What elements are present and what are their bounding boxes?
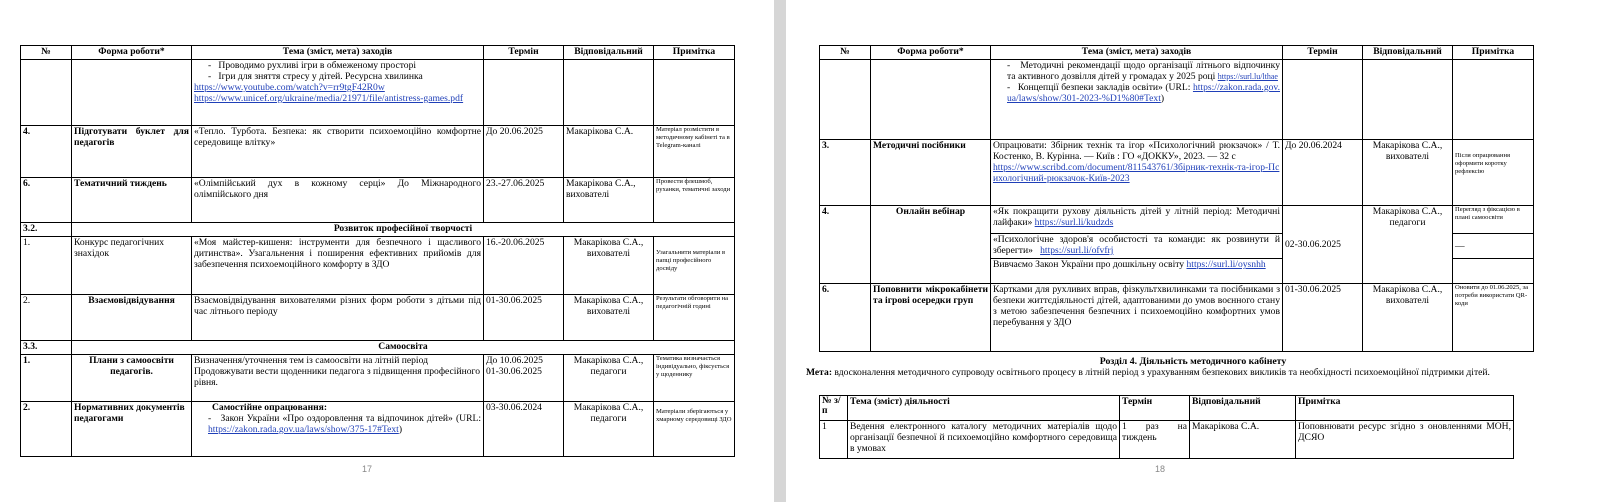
- note-cell: Матеріал розмістити в методичному кабінеті та в Telegram-каналі: [654, 126, 735, 178]
- note-cell: Матеріали зберігаються у хмарному середовищі ЗДО: [654, 402, 735, 457]
- note-cell: Оновити до 01.06.2025, за потреби використати QR-коди: [1453, 284, 1534, 352]
- goal-label: Мета:: [806, 367, 833, 378]
- header-responsible: Відповідальний: [1190, 396, 1296, 421]
- table-row: [21, 355, 735, 402]
- row-num: 2.: [21, 295, 72, 341]
- table-row: [820, 284, 1534, 352]
- list-item: - Методичні рекомендації щодо організації літнього відпочинку та активного дозвілля дітей у громадах у 2025 році https://surl.lu/lthae: [993, 60, 1280, 82]
- responsible-cell: Макарікова С.А., вихователі: [564, 295, 654, 341]
- responsible-cell: Макарікова С.А., вихователі: [564, 237, 654, 295]
- header-responsible: Відповідальний: [564, 46, 654, 60]
- row-num: 1.: [21, 355, 72, 402]
- topic-cell: «Олімпійський дух в кожному серці» До Міжнародного олімпійського дня: [192, 178, 484, 223]
- form-cell: Поповнити мікрокабінети та ігрові осередки груп: [871, 284, 991, 352]
- header-num: № з/п: [820, 396, 848, 421]
- list-item: - Закон України «Про оздоровлення та відпочинок дітей» (URL: https://zakon.rada.gov.ua/laws/show/375-17#Text): [194, 413, 481, 435]
- topic-cell: Опрацювати: Збірник технік та ігор «Психологічний рюкзачок» / Т. Костенко, В. Курінна. — Київ : ГО «ДОККУ», 2023. — 32 с https://www.scribd.com/document/811543761/Збірник-технік-та-ігор-Психологічний-рюкзачок-Київ-2023: [991, 140, 1283, 206]
- header-topic: Тема (зміст, мета) заходів: [192, 46, 484, 60]
- plan-table-left: [20, 45, 735, 457]
- table-row: [820, 206, 1534, 234]
- topic-cell: Ведення електронного каталогу методичних матеріалів щодо організації безпечної й психоемоційно комфортного середовища в умовах: [848, 421, 1120, 459]
- form-cell: Тематичний тиждень: [72, 178, 192, 223]
- header-num: №: [820, 46, 871, 60]
- term-cell: [484, 355, 564, 402]
- page-number: 17: [362, 464, 373, 474]
- list-item: - Ігри для зняття стресу у дітей. Ресурсна хвилинка: [194, 71, 481, 82]
- topic-cell: Взаємовідвідування вихователями різних форм роботи з дітьми під час літнього періоду: [192, 295, 484, 341]
- responsible-cell: Макарікова С.А., вихователі: [1363, 284, 1453, 352]
- link-surl-ofvfrj[interactable]: https://surl.li/ofvfrj: [1040, 245, 1114, 256]
- form-cell: Конкурс педагогічних знахідок: [72, 237, 192, 295]
- section-title: Самоосвіта: [72, 341, 735, 355]
- topic-cell: «Моя майстер-кишеня: інструменти для безпечного і щасливого дитинства». Узагальнення і поширення ефективних прийомів для забезпечення психоемоційного комфорту в ЗДО: [192, 237, 484, 295]
- row-num: 1: [820, 421, 848, 459]
- row-num: 6.: [21, 178, 72, 223]
- form-cell: Онлайн вебінар: [871, 206, 991, 284]
- section-num: 3.3.: [21, 341, 72, 355]
- form-cell: Плани з самоосвіти педагогів.: [72, 355, 192, 402]
- topic-cell: «Тепло. Турбота. Безпека: як створити психоемоційно комфортне середовище влітку»: [192, 126, 484, 178]
- row-num: 2.: [21, 402, 72, 457]
- section-row: [21, 341, 735, 355]
- header-note: Примітка: [1296, 396, 1514, 421]
- page-number: 18: [1155, 464, 1166, 474]
- row-num: 6.: [820, 284, 871, 352]
- header-note: Примітка: [654, 46, 735, 60]
- link-youtube[interactable]: https://www.youtube.com/watch?v=rr9tgF42R0w: [194, 82, 385, 93]
- table-row: [21, 60, 735, 126]
- list-item: - Проводимо рухливі ігри в обмеженому просторі: [194, 60, 481, 71]
- responsible-cell: Макарікова С.А., вихователі: [1363, 140, 1453, 206]
- note-cell: Узагальнити матеріали в папці професійного досвіду: [654, 237, 735, 295]
- link-surl-oysnhh[interactable]: https://surl.li/oysnhh: [1186, 259, 1266, 270]
- term-cell: 02-30.06.2025: [1283, 206, 1363, 284]
- form-cell: Нормативних документів педагогами: [72, 402, 192, 457]
- methodical-table: [819, 395, 1514, 459]
- topic-cell: Вивчаємо Закон України про дошкільну освіту https://surl.li/oysnhh: [991, 259, 1283, 284]
- note-cell: Провести флешмоб, руханки, тематичні заходи: [654, 178, 735, 223]
- table-row: [21, 402, 735, 457]
- note-cell: Результати обговорити на педагогічній годині: [654, 295, 735, 341]
- term-cell: 16.-20.06.2025: [484, 237, 564, 295]
- table-row: [21, 178, 735, 223]
- link-surl-kudzds[interactable]: https://surl.li/kudzds: [1034, 217, 1114, 228]
- form-cell: Методичні посібники: [871, 140, 991, 206]
- header-note: Примітка: [1453, 46, 1534, 60]
- section-row: [21, 223, 735, 237]
- row-num: 4.: [21, 126, 72, 178]
- term-cell: 01-30.06.2025: [1283, 284, 1363, 352]
- link-zakon-301[interactable]: https://zakon.rada.gov.ua/laws/show/301-2023-%D1%80#Text: [1007, 82, 1280, 104]
- note-cell: Тематика визначається індивідуально, фіксується у щоденнику: [654, 355, 735, 402]
- topic-subtitle: Самостійне опрацювання:: [212, 402, 328, 413]
- link-scribd[interactable]: https://www.scribd.com/document/811543761/Збірник-технік-та-ігор-Психологічний-рюкзачок-Київ-2023: [993, 162, 1280, 184]
- topic-cell: «Психологічне здоров'я особистості та команди: як розвинути й зберегти» https://surl.li/ofvfrj: [991, 234, 1283, 259]
- note-cell: Перегляд з фіксацією в плані самоосвіти: [1453, 206, 1534, 234]
- responsible-cell: Макарікова С.А.: [564, 126, 654, 178]
- responsible-cell: Макарікова С.А., педагоги: [564, 402, 654, 457]
- topic-cell: [991, 60, 1283, 140]
- note-cell: Після опрацювання оформити коротку рефлексію: [1453, 140, 1534, 206]
- header-num: №: [21, 46, 72, 60]
- section-4-title: Розділ 4. Діяльність методичного кабінету: [1099, 356, 1287, 367]
- term-cell: 03-30.06.2024: [484, 402, 564, 457]
- responsible-cell: Макарікова С.А., вихователі: [564, 178, 654, 223]
- header-term: Термін: [484, 46, 564, 60]
- term-cell: 23.-27.06.2025: [484, 178, 564, 223]
- topic-cell: «Як покращити рухову діяльність дітей у літній період: Методичні лайфаки» https://surl.li/kudzds: [991, 206, 1283, 234]
- topic-cell: Картками для рухливих вправ, фізкультхвилинками та посібниками з безпеки життєдіяльності дітей, адаптованими до умов воєнного стану з метою забезпечення безпечних і психоемоційно комфортних умов перебування у ЗДО: [991, 284, 1283, 352]
- plan-table-right: [819, 45, 1534, 352]
- table-row: [820, 140, 1534, 206]
- term-line: До 10.06.2025: [486, 355, 543, 366]
- term-cell: 1 раз на тиждень: [1120, 421, 1190, 459]
- row-num: 3.: [820, 140, 871, 206]
- note-cell: —: [1453, 234, 1534, 259]
- table-row: [21, 295, 735, 341]
- header-form: Форма роботи*: [871, 46, 991, 60]
- table-row: [21, 237, 735, 295]
- page-gutter: [774, 0, 786, 502]
- term-cell: До 20.06.2024: [1283, 140, 1363, 206]
- document-page-18[interactable]: [786, 0, 1600, 502]
- section-title: Розвиток професійної творчості: [72, 223, 735, 237]
- section-4-goal: [806, 367, 1554, 378]
- header-topic: Тема (зміст, мета) заходів: [991, 46, 1283, 60]
- form-cell: Взаємовідвідування: [72, 295, 192, 341]
- header-form: Форма роботи*: [72, 46, 192, 60]
- row-num: 4.: [820, 206, 871, 284]
- term-line: 01-30.06.2025: [486, 366, 542, 377]
- link-unicef[interactable]: https://www.unicef.org/ukraine/media/21971/file/antistress-games.pdf: [194, 93, 464, 104]
- link-zakon-375[interactable]: https://zakon.rada.gov.ua/laws/show/375-17#Text: [208, 424, 399, 435]
- note-cell: Поповнювати ресурс згідно з оновленнями МОН, ДСЯО: [1296, 421, 1514, 459]
- term-cell: 01-30.06.2025: [484, 295, 564, 341]
- table-header-row: [21, 46, 735, 60]
- link-surl-lthae[interactable]: https://surl.lu/lthae: [1217, 72, 1278, 81]
- header-responsible: Відповідальний: [1363, 46, 1453, 60]
- header-term: Термін: [1120, 396, 1190, 421]
- term-cell: До 20.06.2025: [484, 126, 564, 178]
- section-num: 3.2.: [21, 223, 72, 237]
- table-header-row: [820, 396, 1514, 421]
- table-header-row: [820, 46, 1534, 60]
- table-row: [820, 60, 1534, 140]
- list-item: - Концепції безпеки закладів освіти» (URL: https://zakon.rada.gov.ua/laws/show/301-2023-%D1%80#Text): [993, 82, 1280, 104]
- responsible-cell: Макарікова С.А., педагоги: [564, 355, 654, 402]
- topic-cell: [192, 402, 484, 457]
- responsible-cell: Макарікова С.А., педагоги: [1363, 206, 1453, 284]
- row-num: 1.: [21, 237, 72, 295]
- form-cell: Підготувати буклет для педагогів: [72, 126, 192, 178]
- topic-cell: Визначення/уточнення тем із самоосвіти на літній період Продовжувати вести щоденники педагога з підвищення професійного рівня.: [192, 355, 484, 402]
- topic-cell: [192, 60, 484, 126]
- responsible-cell: Макарікова С.А.: [1190, 421, 1296, 459]
- document-page-17[interactable]: [0, 0, 774, 502]
- table-row: [21, 126, 735, 178]
- goal-text: вдосконалення методичного супроводу освітнього процесу в літній період з урахуванням безпекових викликів та необхідності психоемоційної підтримки дітей.: [834, 367, 1490, 378]
- table-row: [820, 421, 1514, 459]
- header-term: Термін: [1283, 46, 1363, 60]
- header-topic: Тема (зміст) діяльності: [848, 396, 1120, 421]
